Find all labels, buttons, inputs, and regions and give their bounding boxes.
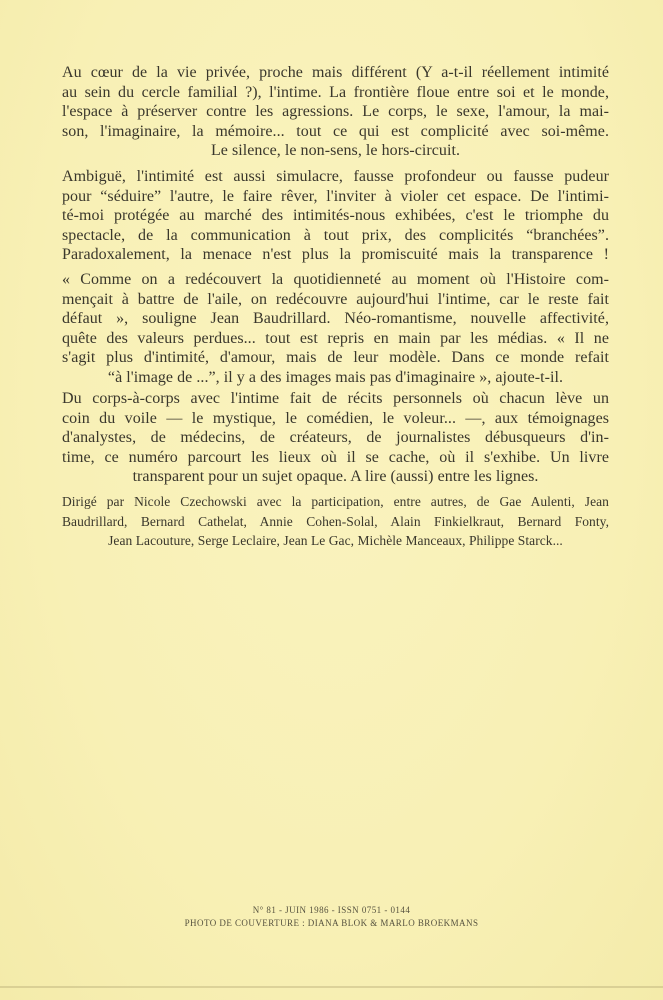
footer-photo-credit: PHOTO DE COUVERTURE : DIANA BLOK & MARLO BROEKMANS: [184, 918, 479, 928]
text-line: Ambiguë, l'intimité est aussi simulacre, fausse profondeur ou fausse pudeur: [62, 168, 609, 185]
scan-edge-artifact: [0, 986, 663, 988]
text-line: au sein du cercle familial ?), l'intime. La frontière floue entre soi et le monde,: [62, 83, 609, 101]
paragraph-credits: [62, 492, 609, 551]
text-line: mençait à battre de l'aile, on redécouvre aujourd'hui l'intime, car le reste fait: [62, 290, 609, 308]
text-line: son, l'imaginaire, la mémoire... tout ce qui est complicité avec soi-même.: [62, 122, 609, 140]
text-line: Jean Lacouture, Serge Leclaire, Jean Le Gac, Michèle Manceaux, Philippe Starck...: [108, 533, 563, 548]
text-line: coin du voile — le mystique, le comédien, le voleur... —, aux témoignages: [62, 409, 609, 427]
text-line: “à l'image de ...”, il y a des images mais pas d'imaginaire », ajoute-t-il.: [107, 368, 564, 386]
text-line: time, ce numéro parcourt les lieux où il se cache, où il s'exhibe. Un livre: [62, 448, 609, 466]
text-line: Du corps-à-corps avec l'intime fait de récits personnels où chacun lève un: [62, 390, 609, 407]
text-line: quête des valeurs perdues... tout est repris en main par les médias. « Il ne: [62, 329, 609, 347]
text-line: transparent pour un sujet opaque. A lire (aussi) entre les lignes.: [132, 468, 539, 485]
paragraph-baudrillard-quote: [62, 270, 609, 387]
text-line: d'analystes, de médecins, de créateurs, de journalistes débusqueurs d'in-: [62, 429, 609, 446]
text-line: pour “séduire” l'autre, le faire rêver, l'inviter à violer cet espace. De l'intimi-: [62, 187, 609, 205]
text-line: s'agit plus d'intimité, d'amour, mais de leur modèle. Dans ce monde refait: [62, 349, 609, 366]
text-line: té-moi protégée au marché des intimités-nous exhibées, c'est le triomphe du: [62, 207, 609, 224]
text-line: Paradoxalement, la menace n'est plus la promiscuité mais la transparence !: [62, 246, 609, 263]
paragraph-intro: [62, 63, 609, 161]
text-line: spectacle, de la communication à tout prix, des complicités “branchées”.: [62, 226, 609, 244]
paragraph-contents: [62, 389, 609, 487]
footer: [0, 904, 663, 930]
text-line: Le silence, le non-sens, le hors-circuit.: [210, 142, 461, 159]
text-line: Au cœur de la vie privée, proche mais différent (Y a-t-il réellement intimité: [62, 64, 609, 81]
paragraph-simulacre: [62, 167, 609, 265]
text-line: Baudrillard, Bernard Cathelat, Annie Cohen-Solal, Alain Finkielkraut, Bernard Fonty,: [62, 513, 609, 529]
text-line: l'espace à préserver contre les agressions. Le corps, le sexe, l'amour, la mai-: [62, 103, 609, 120]
text-line: défaut », souligne Jean Baudrillard. Néo-romantisme, nouvelle affectivité,: [62, 310, 609, 327]
footer-issue-info: N° 81 - JUIN 1986 - ISSN 0751 - 0144: [252, 905, 411, 915]
text-line: « Comme on a redécouvert la quotidienneté au moment où l'Histoire com-: [62, 271, 609, 288]
text-line: Dirigé par Nicole Czechowski avec la participation, entre autres, de Gae Aulenti, Jean: [62, 494, 609, 509]
